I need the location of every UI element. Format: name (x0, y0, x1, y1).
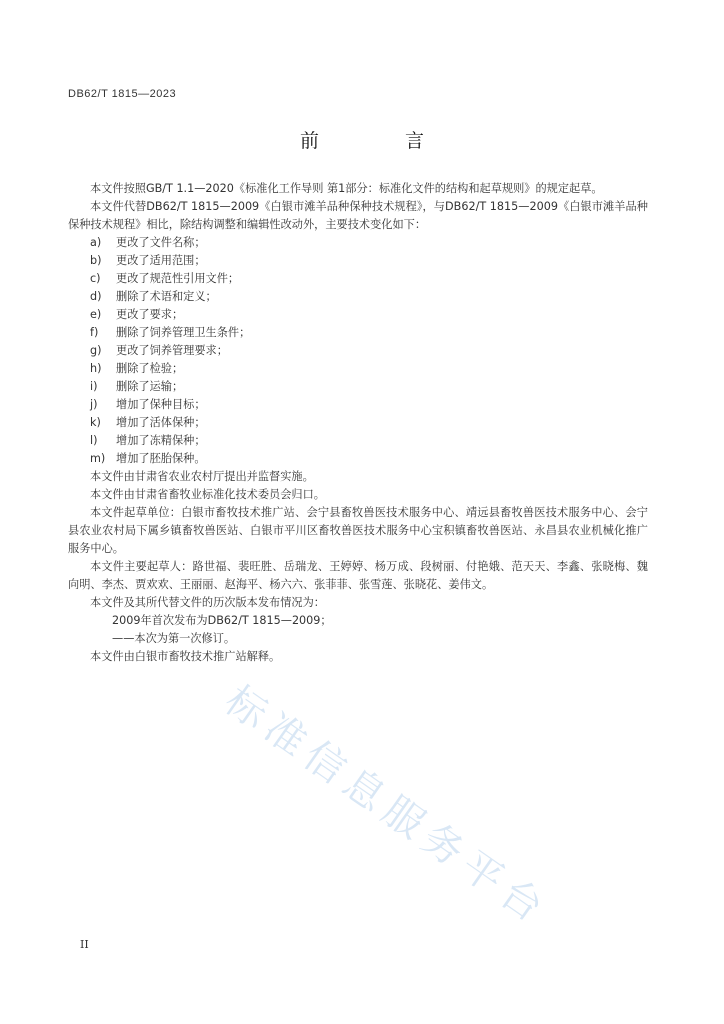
list-item-text: 增加了保种目标； (116, 398, 206, 411)
list-item (68, 396, 648, 414)
list-marker: f) (90, 326, 99, 339)
changes-list (68, 234, 648, 468)
list-item-text: 删除了饲养管理卫生条件； (116, 326, 251, 339)
list-item-text: 增加了冻精保种； (116, 434, 206, 447)
list-marker: j) (90, 398, 98, 411)
list-marker: e) (90, 308, 102, 321)
page-number: II (80, 938, 89, 951)
list-item (68, 234, 648, 252)
list-marker: k) (90, 416, 101, 429)
list-item-text: 增加了胚胎保种。 (116, 452, 206, 465)
list-item-text: 更改了适用范围； (116, 254, 206, 267)
paragraph: 本文件代替DB62/T 1815—2009《白银市滩羊品种保种技术规程》，与DB62/T 1815—2009《白银市滩羊品种保种技术规程》相比，除结构调整和编辑性改动外，主要技术变化如下： (68, 200, 648, 231)
list-item-text: 删除了运输； (116, 380, 184, 393)
list-item (68, 360, 648, 378)
list-item (68, 414, 648, 432)
list-item (68, 342, 648, 360)
list-item (68, 252, 648, 270)
history-item: ——本次为第一次修订。 (112, 632, 236, 645)
drafters-paragraph: 本文件主要起草人：路世福、裴旺胜、岳瑞龙、王婷婷、杨万成、段树丽、付艳娥、范天天、李鑫、张晓梅、魏向明、李杰、贾欢欢、王丽丽、赵海平、杨六六、张菲菲、张雪莲、张晓花、姜伟文。 (68, 560, 648, 591)
list-item (68, 450, 648, 468)
body-text (68, 180, 648, 666)
list-item (68, 270, 648, 288)
list-marker: l) (90, 434, 98, 447)
history-item: 2009年首次发布为DB62/T 1815—2009； (112, 614, 332, 627)
paragraph: 本文件按照GB/T 1.1—2020《标准化工作导则 第1部分：标准化文件的结构和起草规则》的规定起草。 (90, 182, 603, 195)
document-number: DB62/T 1815—2023 (68, 88, 177, 100)
list-item-text: 删除了检验； (116, 362, 184, 375)
list-item-text: 更改了规范性引用文件； (116, 272, 240, 285)
list-marker: d) (90, 290, 102, 303)
list-item-text: 更改了饲养管理要求； (116, 344, 228, 357)
drafting-units-paragraph: 本文件起草单位：白银市畜牧技术推广站、会宁县畜牧兽医技术服务中心、靖远县畜牧兽医技术服务中心、会宁县农业农村局下属乡镇畜牧兽医站、白银市平川区畜牧兽医技术服务中心宝积镇畜牧兽医站、永昌县农业机械化推广服务中心。 (68, 506, 648, 555)
list-item-text: 删除了术语和定义； (116, 290, 217, 303)
paragraph: 本文件由甘肃省农业农村厅提出并监督实施。 (90, 470, 314, 483)
list-marker: m) (90, 452, 106, 465)
list-marker: g) (90, 344, 102, 357)
list-marker: c) (90, 272, 101, 285)
list-item (68, 378, 648, 396)
closing-paragraph: 本文件由白银市畜牧技术推广站解释。 (90, 650, 281, 663)
page-title: 前 言 (299, 130, 465, 152)
list-marker: h) (90, 362, 102, 375)
list-item-text: 增加了活体保种； (116, 416, 206, 429)
list-item-text: 更改了要求； (116, 308, 184, 321)
list-item (68, 324, 648, 342)
list-item-text: 更改了文件名称； (116, 236, 206, 249)
list-item (68, 432, 648, 450)
paragraph: 本文件由甘肃省畜牧业标准化技术委员会归口。 (90, 488, 325, 501)
watermark: 标准信息服务平台 (216, 677, 558, 936)
list-marker: i) (90, 380, 98, 393)
list-item (68, 306, 648, 324)
list-item (68, 288, 648, 306)
list-marker: b) (90, 254, 102, 267)
list-marker: a) (90, 236, 102, 249)
paragraph: 本文件及其所代替文件的历次版本发布情况为： (90, 596, 325, 609)
